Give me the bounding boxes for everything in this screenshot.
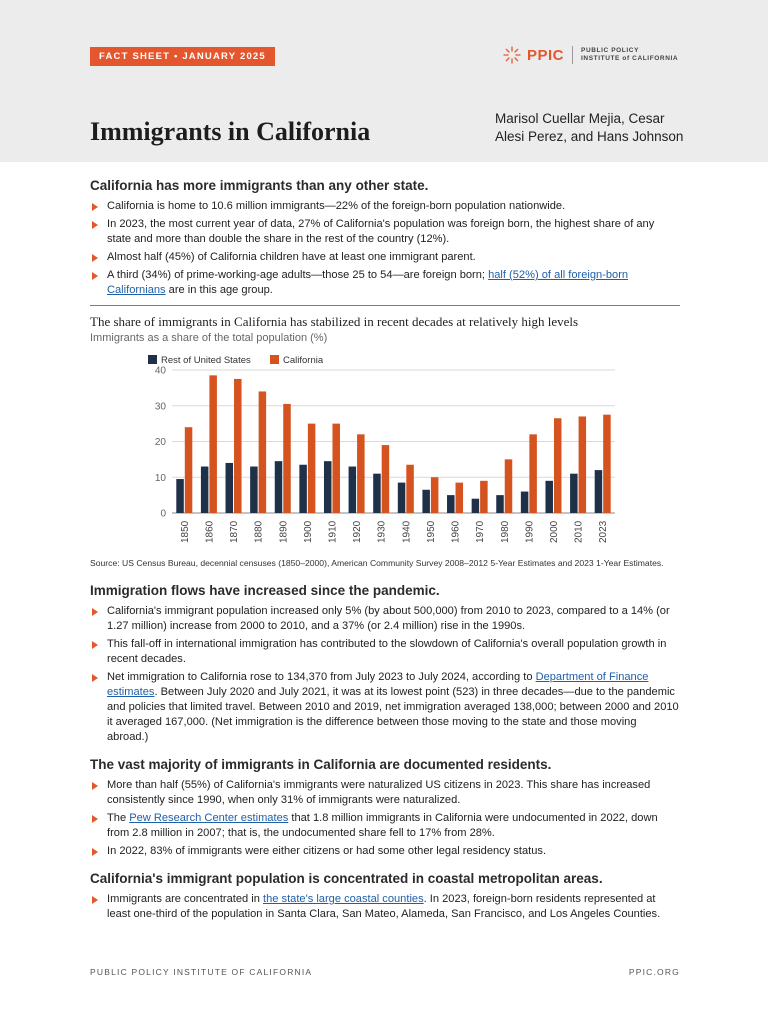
list-item: This fall-off in international immigration has contributed to the slowdown of California's overall population growth in recent decades. [90, 637, 680, 667]
list-item: More than half (55%) of California's immigrants were naturalized US citizens in 2023. This share has increased consistently since 1990, when only 31% of immigrants were naturalized. [90, 778, 680, 808]
section-heading-immigrants: California has more immigrants than any other state. [90, 178, 429, 193]
x-tick-label: 1970 [475, 520, 487, 543]
foreign-born-age-link[interactable]: half (52%) of all foreign-born Californians [107, 269, 629, 296]
bar-california-1860 [209, 375, 217, 513]
x-tick-label: 1920 [352, 520, 364, 543]
bar-california-2010 [579, 416, 587, 513]
chart-title: The share of immigrants in California has stabilized in recent decades at relatively high levels [90, 314, 579, 329]
x-tick-label: 2000 [548, 520, 560, 543]
bar-california-2000 [554, 418, 562, 513]
x-tick-label: 2023 [598, 520, 610, 543]
bar-rest-us-1890 [275, 461, 283, 513]
y-tick-label: 20 [154, 437, 166, 448]
chart-source: Source: US Census Bureau, decennial censuses (1850–2000), American Community Survey 2008–2012 5-Year Estimates and 2023 1-Year Estimates. [90, 558, 664, 568]
bar-rest-us-2010 [570, 474, 578, 513]
bar-california-1850 [185, 427, 193, 513]
chart-legend [148, 355, 324, 366]
list-item: In 2022, 83% of immigrants were either citizens or had some other legal residency status. [90, 844, 680, 859]
ppic-logo[interactable] [503, 46, 678, 64]
list-item [90, 811, 680, 841]
logo-institute-line2: INSTITUTE of CALIFORNIA [581, 55, 679, 62]
bar-rest-us-1960 [447, 495, 455, 513]
list-item [90, 268, 680, 298]
bullet-text: Net immigration to California rose to 134,370 from July 2023 to July 2024, according to [107, 671, 536, 683]
chart-bars [176, 375, 610, 513]
bullet-text: A third (34%) of prime-working-age adults—those 25 to 54—are foreign born; [107, 269, 489, 281]
bar-rest-us-1970 [472, 499, 480, 513]
section1-bullets [90, 199, 680, 298]
bar-california-1910 [332, 424, 340, 513]
bar-california-1880 [259, 391, 267, 513]
list-item [90, 670, 680, 745]
bullet-text: that 1.8 million immigrants in California were undocumented in 2022, down from 2.8 million in 2007; that is, the undocumented share fell to 17% from 28%. [107, 812, 658, 839]
list-item: California is home to 10.6 million immigrants—22% of the foreign-born population nationwide. [90, 199, 680, 214]
fact-sheet-badge: FACT SHEET • JANUARY 2025 [90, 47, 275, 66]
y-tick-label: 10 [154, 472, 166, 484]
section4-bullets [90, 892, 680, 922]
chart-subtitle: Immigrants as a share of the total population (%) [90, 332, 328, 344]
legend-swatch-california [270, 355, 279, 364]
bar-california-2023 [603, 415, 611, 513]
list-item: In 2023, the most current year of data, 27% of California's population was foreign born, the highest share of any state and more than double the share in the rest of the country (12%). [90, 217, 680, 247]
list-item: Almost half (45%) of California children have at least one immigrant parent. [90, 250, 680, 265]
bullet-text: The [107, 812, 130, 824]
footer-institute: PUBLIC POLICY INSTITUTE OF CALIFORNIA [90, 967, 313, 977]
bar-rest-us-1880 [250, 467, 258, 513]
x-tick-label: 1890 [278, 520, 290, 543]
bar-rest-us-1980 [496, 495, 504, 513]
coastal-counties-link[interactable]: the state's large coastal counties [263, 893, 424, 905]
bar-rest-us-1870 [226, 463, 234, 513]
bar-rest-us-1930 [373, 474, 381, 513]
bar-california-1920 [357, 434, 365, 513]
x-tick-label: 1910 [327, 520, 339, 543]
bullet-text: . Between July 2020 and July 2021, it was at its lowest point (523) in three decades—due to the pandemic and policies that limited travel. Between 2010 and 2019, net immigration averaged 138,000; between 2000 and 2010 it averaged 167,000. (Net immigration is the difference between those moving to the state and those moving abroad.) [107, 686, 679, 743]
y-tick-label: 0 [160, 508, 166, 520]
legend-swatch-rest-us [148, 355, 157, 364]
bar-rest-us-2000 [545, 481, 553, 513]
list-item [90, 892, 680, 922]
authors: Marisol Cuellar Mejia, Cesar Alesi Perez, and Hans Johnson [495, 111, 684, 144]
bullet-text: Immigrants are concentrated in [107, 893, 264, 905]
section-heading-documented: The vast majority of immigrants in California are documented residents. [90, 757, 552, 772]
dof-estimates-link[interactable]: Department of Finance estimates [107, 671, 649, 698]
x-tick-label: 1990 [524, 520, 536, 543]
bar-rest-us-1920 [349, 467, 357, 513]
x-tick-label: 1940 [401, 520, 413, 543]
footer-website[interactable]: PPIC.ORG [628, 967, 680, 977]
bar-rest-us-1860 [201, 467, 209, 513]
bar-rest-us-1990 [521, 492, 529, 513]
section-divider [90, 305, 680, 306]
bar-rest-us-1900 [299, 465, 307, 513]
x-tick-label: 1960 [450, 520, 462, 543]
bar-california-1900 [308, 424, 316, 513]
bar-rest-us-1950 [422, 490, 430, 513]
bar-california-1890 [283, 404, 291, 513]
x-tick-label: 1850 [179, 520, 191, 543]
bullet-text: . In 2023, foreign-born residents represented at least one-third of the population in Santa Clara, San Mateo, Alameda, San Francisco, and Los Angeles Counties. [107, 893, 661, 920]
bar-california-1950 [431, 477, 439, 513]
main-content [90, 178, 680, 925]
x-tick-label: 1860 [204, 520, 216, 543]
logo-wordmark: PPIC [527, 46, 565, 64]
section2-bullets [90, 604, 680, 745]
logo-institute-line1: PUBLIC POLICY [581, 47, 640, 54]
logo-divider [572, 46, 573, 64]
bar-rest-us-1940 [398, 483, 406, 513]
bar-rest-us-1910 [324, 461, 332, 513]
bar-california-1960 [456, 483, 464, 513]
bar-california-1990 [529, 434, 537, 513]
section3-bullets [90, 778, 680, 859]
x-tick-label: 1900 [302, 520, 314, 543]
bar-chart [90, 352, 680, 557]
section-heading-coastal: California's immigrant population is concentrated in coastal metropolitan areas. [90, 871, 603, 886]
logo-institute [581, 47, 678, 63]
y-tick-label: 40 [154, 365, 166, 377]
chart-container [90, 352, 680, 557]
page-footer [90, 967, 680, 977]
x-tick-label: 1980 [499, 520, 511, 543]
x-tick-label: 1870 [229, 520, 241, 543]
bullet-text: are in this age group. [165, 284, 273, 296]
bar-california-1930 [382, 445, 390, 513]
x-axis-ticks [180, 520, 609, 543]
bar-california-1940 [406, 465, 414, 513]
bar-rest-us-2023 [595, 470, 603, 513]
page-title: Immigrants in California [90, 117, 371, 146]
bar-california-1970 [480, 481, 488, 513]
x-tick-label: 1930 [376, 520, 388, 543]
x-tick-label: 1950 [425, 520, 437, 543]
legend-label-california: California [283, 355, 324, 366]
x-tick-label: 1880 [253, 520, 265, 543]
pew-estimates-link[interactable]: Pew Research Center estimates [129, 812, 289, 824]
sunburst-icon [503, 46, 521, 64]
y-tick-label: 30 [154, 401, 166, 413]
list-item: California's immigrant population increased only 5% (by about 500,000) from 2010 to 2023, compared to a 14% (or 1.27 million) increase from 2000 to 2010, and a 37% (or 2.4 million) rise in the 1990s. [90, 604, 680, 634]
bar-california-1870 [234, 379, 242, 513]
section-heading-flows: Immigration flows have increased since the pandemic. [90, 583, 440, 598]
x-tick-label: 2010 [573, 520, 585, 543]
legend-label-rest-us: Rest of United States [161, 355, 251, 366]
bar-california-1980 [505, 459, 513, 513]
bar-rest-us-1850 [176, 479, 184, 513]
